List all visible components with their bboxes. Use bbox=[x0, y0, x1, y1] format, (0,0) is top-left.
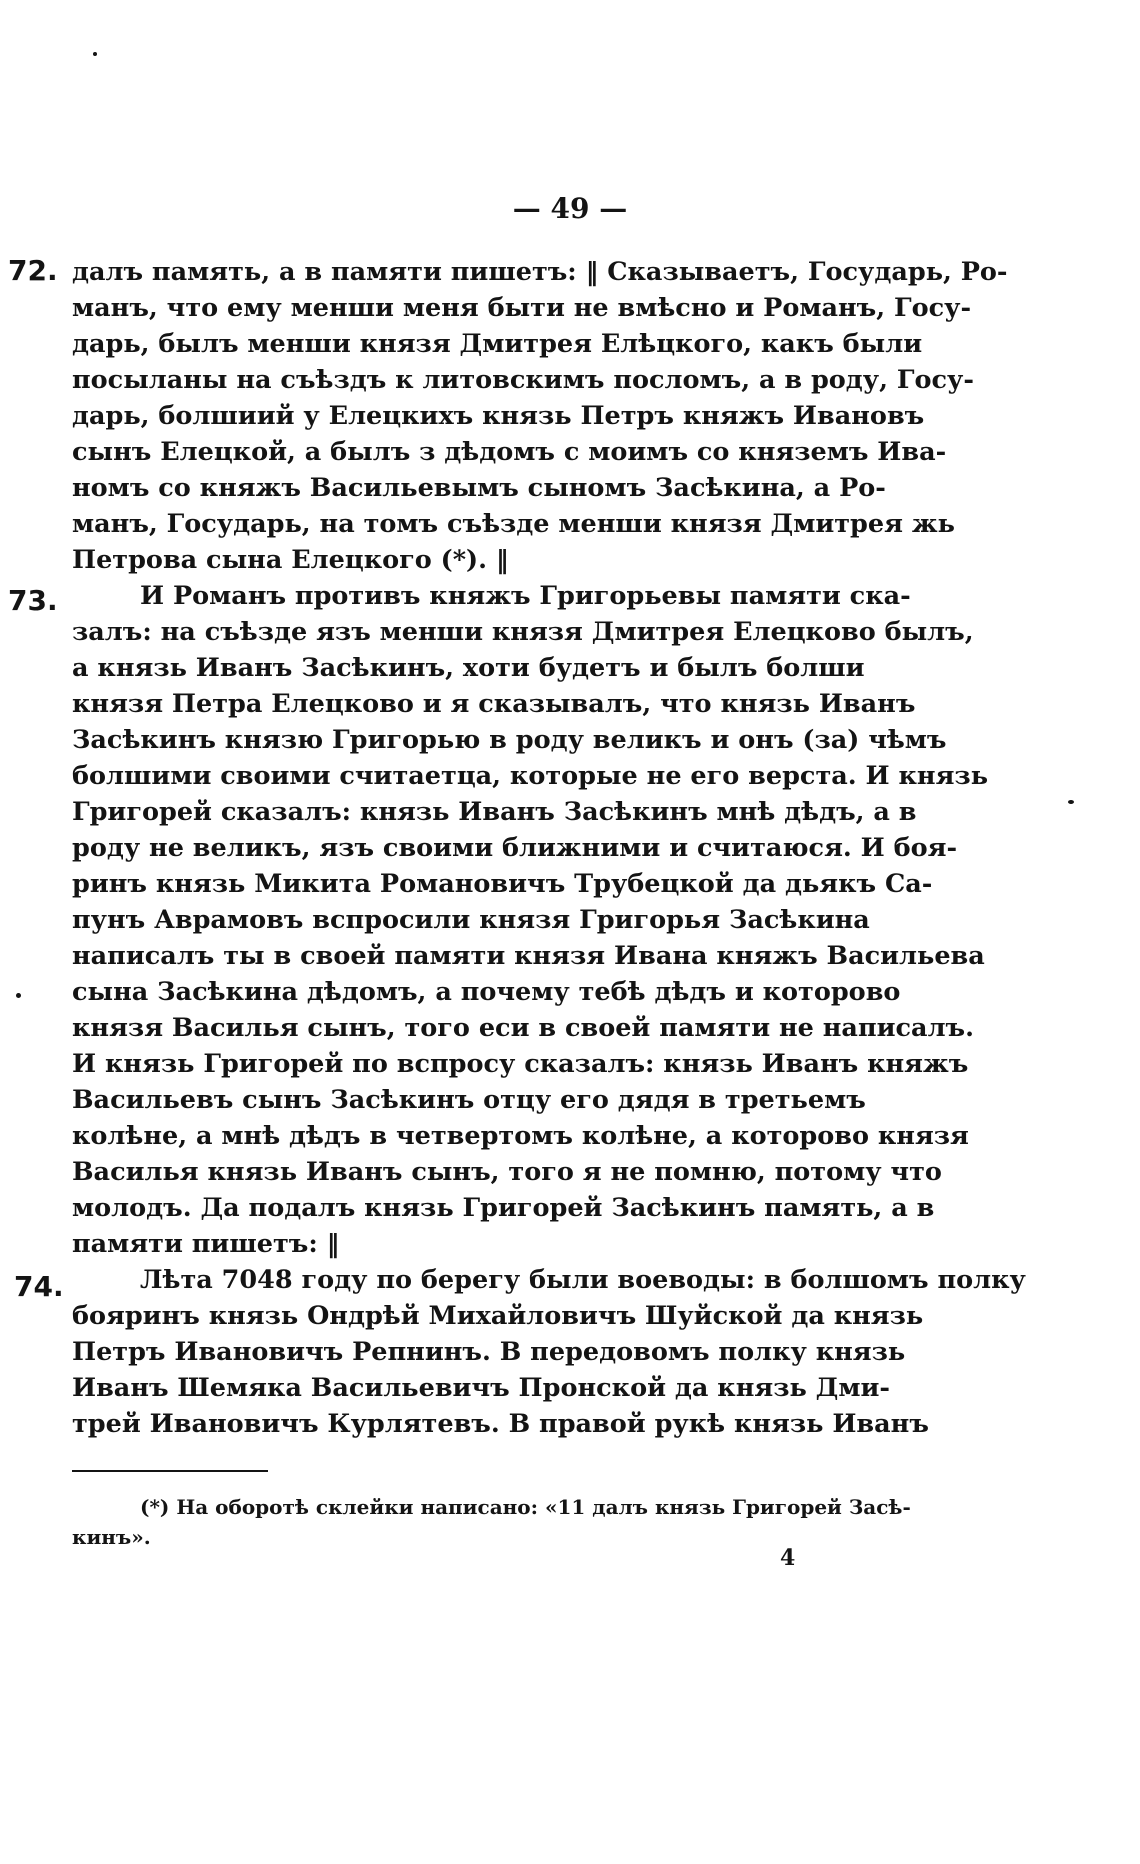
text-line: Петръ Ивановичъ Репнинъ. В передовомъ полку князь bbox=[72, 1337, 906, 1367]
text-line: далъ память, а в памяти пишетъ: ‖ Сказываетъ, Государь, Ро- bbox=[72, 257, 1008, 287]
entry-number: 73. bbox=[8, 584, 58, 617]
footnote-line: (*) На оборотѣ склейки написано: «11 далъ князь Григорей Засѣ- bbox=[140, 1495, 911, 1519]
text-line: Григорей сказалъ: князь Иванъ Засѣкинъ мнѣ дѣдъ, а в bbox=[72, 797, 917, 827]
text-line: Лѣта 7048 году по берегу были воеводы: в болшомъ полку bbox=[140, 1265, 1026, 1295]
text-line: дарь, былъ менши князя Дмитрея Елѣцкого, какъ были bbox=[72, 329, 923, 359]
text-line: дарь, болшиий у Елецкихъ князь Петръ княжъ Ивановъ bbox=[72, 401, 925, 431]
page-number: — 49 — bbox=[512, 192, 628, 225]
text-line: Василья князь Иванъ сынъ, того я не помню, потому что bbox=[72, 1157, 942, 1187]
text-line: залъ: на съѣзде язъ менши князя Дмитрея Елецково былъ, bbox=[72, 617, 974, 647]
text-line: сына Засѣкина дѣдомъ, а почему тебѣ дѣдъ и которово bbox=[72, 977, 901, 1007]
text-line: И Романъ противъ княжъ Григорьевы памяти ска- bbox=[140, 581, 911, 611]
footnote-divider bbox=[72, 1470, 268, 1472]
text-line: колѣне, а мнѣ дѣдъ в четвертомъ колѣне, а которово князя bbox=[72, 1121, 969, 1151]
text-line: а князь Иванъ Засѣкинъ, хоти будетъ и былъ болши bbox=[72, 653, 865, 683]
text-line: памяти пишетъ: ‖ bbox=[72, 1229, 340, 1259]
text-line: бояринъ князь Ондрѣй Михайловичъ Шуйской да князь bbox=[72, 1301, 924, 1331]
text-line: посыланы на съѣздъ к литовскимъ посломъ, а в роду, Госу- bbox=[72, 365, 974, 395]
text-line: манъ, что ему менши меня быти не вмѣсно и Романъ, Госу- bbox=[72, 293, 972, 323]
text-line: манъ, Государь, на томъ съѣзде менши князя Дмитрея жь bbox=[72, 509, 955, 539]
scan-speck bbox=[93, 52, 97, 56]
scan-speck bbox=[1068, 800, 1074, 804]
text-line: трей Ивановичъ Курлятевъ. В правой рукѣ князь Иванъ bbox=[72, 1409, 929, 1439]
text-line: номъ со княжъ Васильевымъ сыномъ Засѣкина, а Ро- bbox=[72, 473, 886, 503]
text-line: пунъ Аврамовъ вспросили князя Григорья Засѣкина bbox=[72, 905, 870, 935]
entry-number: 74. bbox=[14, 1270, 64, 1303]
text-line: роду не великъ, язъ своими ближними и считаюся. И боя- bbox=[72, 833, 958, 863]
scan-speck bbox=[16, 993, 21, 998]
text-line: Петрова сына Елецкого (*). ‖ bbox=[72, 545, 509, 575]
text-line: ринъ князь Микита Романовичъ Трубецкой да дьякъ Са- bbox=[72, 869, 933, 899]
text-line: князя Петра Елецково и я сказывалъ, что князь Иванъ bbox=[72, 689, 916, 719]
footnote-line: кинъ». bbox=[72, 1525, 151, 1549]
text-line: И князь Григорей по вспросу сказалъ: князь Иванъ княжъ bbox=[72, 1049, 969, 1079]
text-line: Засѣкинъ князю Григорью в роду великъ и онъ (за) чѣмъ bbox=[72, 725, 947, 755]
sheet-number: 4 bbox=[780, 1545, 796, 1571]
text-line: Васильевъ сынъ Засѣкинъ отцу его дядя в третьемъ bbox=[72, 1085, 866, 1115]
text-line: князя Василья сынъ, того еси в своей памяти не написалъ. bbox=[72, 1013, 974, 1043]
text-line: молодъ. Да подалъ князь Григорей Засѣкинъ память, а в bbox=[72, 1193, 935, 1223]
text-line: Иванъ Шемяка Васильевичъ Пронской да князь Дми- bbox=[72, 1373, 890, 1403]
text-line: болшими своими считаетца, которые не его верста. И князь bbox=[72, 761, 989, 791]
entry-number: 72. bbox=[8, 254, 58, 287]
text-line: написалъ ты в своей памяти князя Ивана княжъ Васильева bbox=[72, 941, 985, 971]
text-line: сынъ Елецкой, а былъ з дѣдомъ с моимъ со княземъ Ива- bbox=[72, 437, 947, 467]
